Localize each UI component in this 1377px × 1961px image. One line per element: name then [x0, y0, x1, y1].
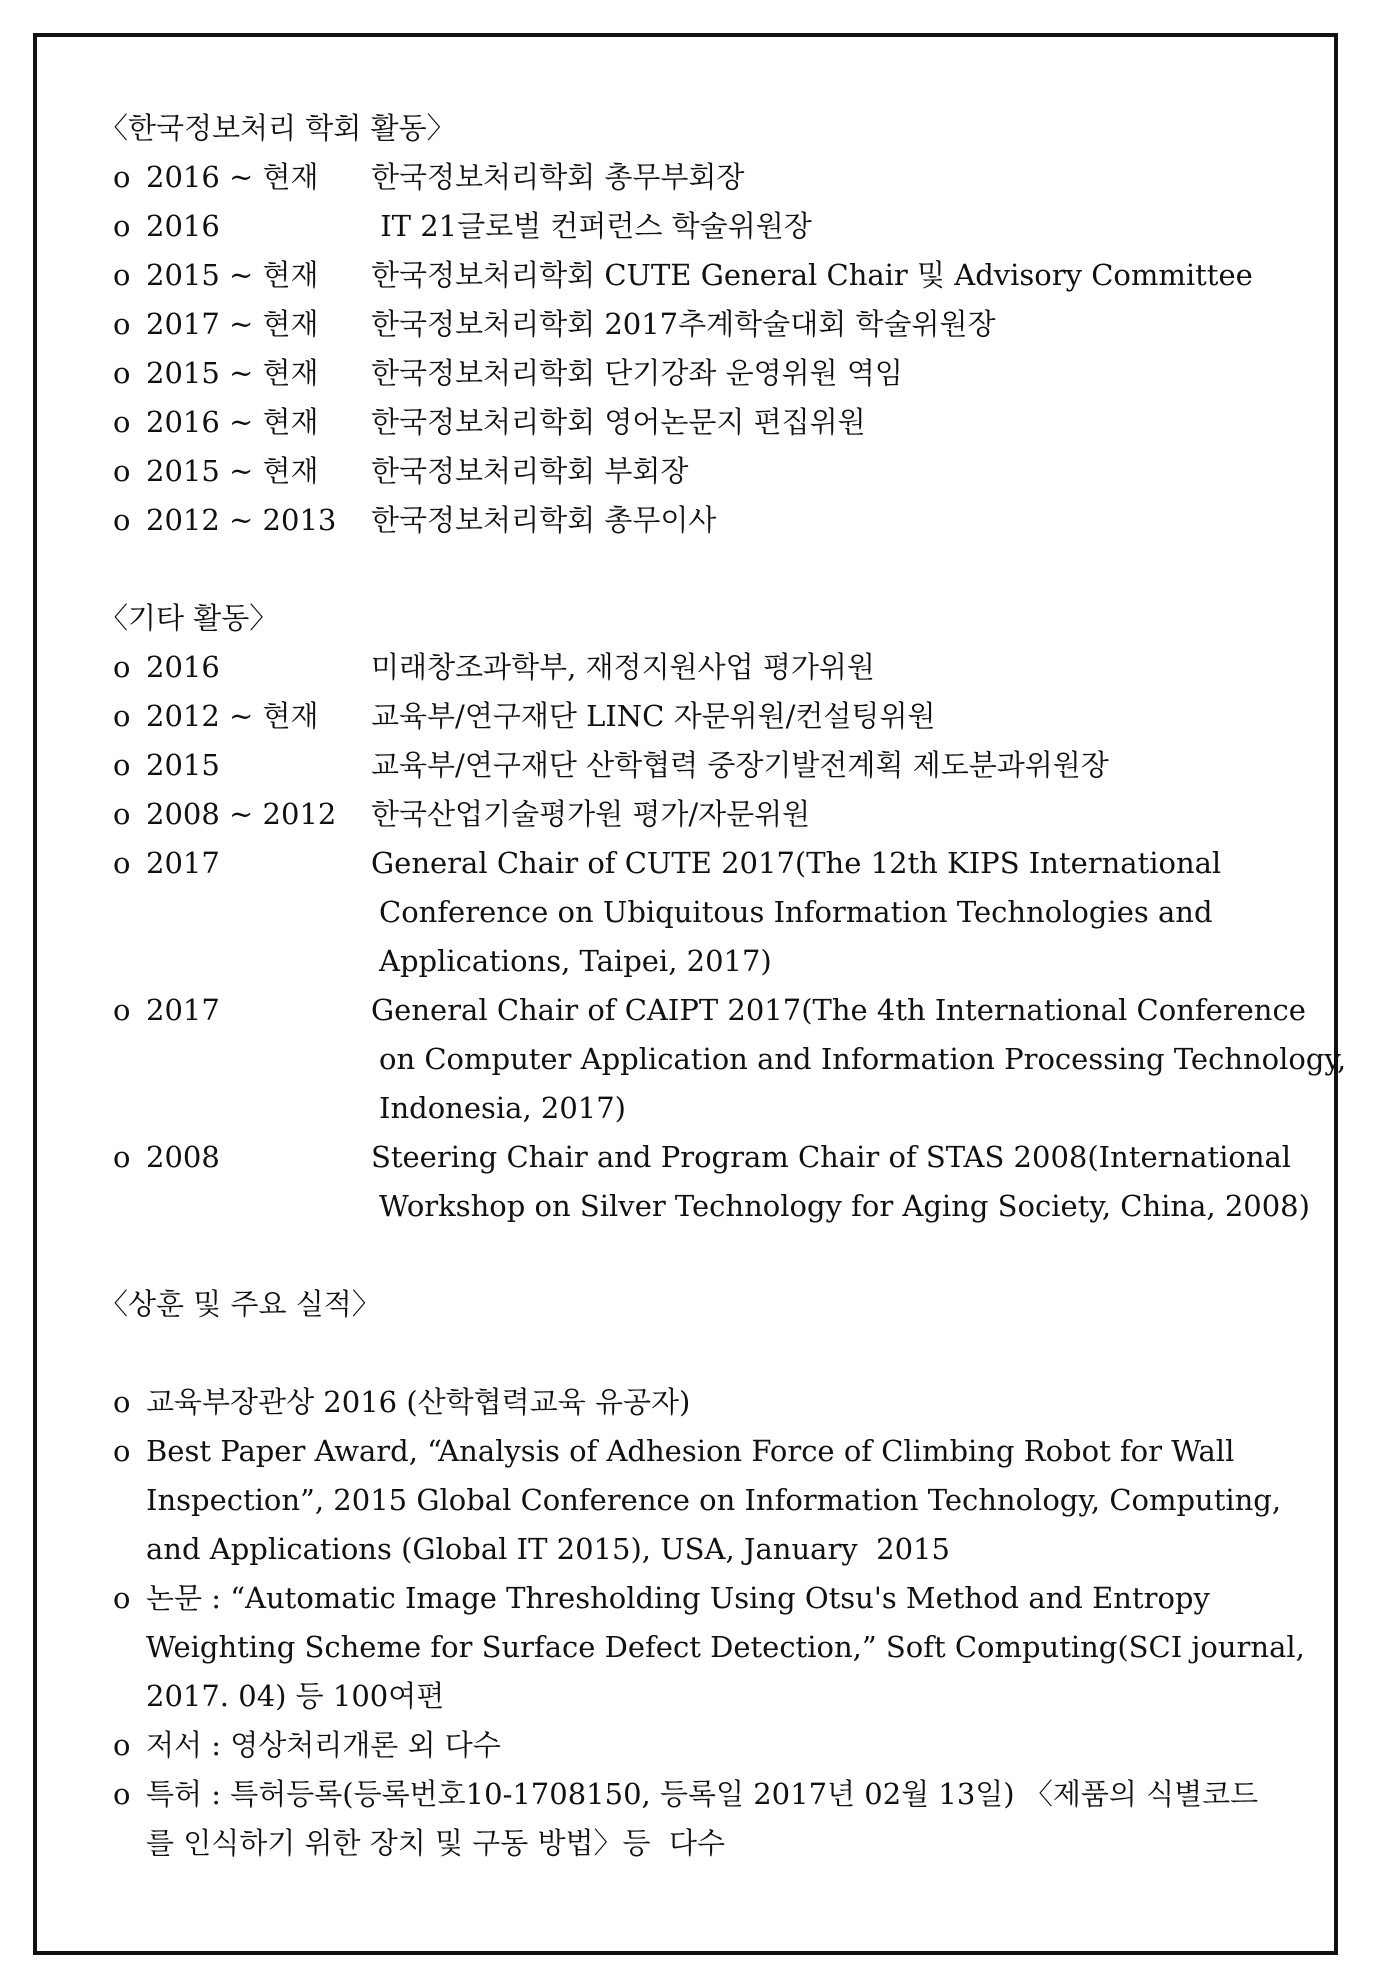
item-year: 2016 — [146, 650, 220, 684]
item-text-line: 를 인식하기 위한 장치 및 구동 방법〉등 다수 — [146, 1826, 725, 1860]
item-year: 2016 ~ 현재 — [146, 405, 319, 439]
bullet-marker: o — [113, 209, 131, 243]
item-text-line: Steering Chair and Program Chair of STAS 2008(International — [371, 1140, 1292, 1174]
list-item — [99, 1427, 1299, 1574]
list-item — [99, 447, 1299, 496]
list-item — [99, 1133, 1310, 1231]
item-text — [146, 1721, 1299, 1770]
item-text: 한국정보처리학회 2017추계학술대회 학술위원장 — [371, 307, 996, 341]
item-text-line: General Chair of CUTE 2017(The 12th KIPS International — [371, 846, 1222, 880]
list-item — [99, 692, 1299, 741]
item-year: 2015 — [146, 748, 220, 782]
item-text-line: 특허 : 특허등록(등록번호10-1708150, 등록일 2017년 02월 13일) 〈제품의 식별코드 — [146, 1777, 1259, 1811]
item-text — [371, 692, 1299, 741]
list-item — [99, 496, 1299, 545]
item-year: 2008 ~ 2012 — [146, 797, 337, 831]
list-item — [99, 202, 1299, 251]
list-item — [99, 1721, 1299, 1770]
bullet-marker: o — [113, 405, 131, 439]
list-item — [99, 251, 1299, 300]
awards-list — [99, 1378, 1305, 1868]
bullet-marker: o — [113, 846, 131, 880]
item-year: 2015 ~ 현재 — [146, 356, 319, 390]
item-text-line: 논문 : “Automatic Image Thresholding Using Otsu's Method and Entropy — [146, 1581, 1210, 1615]
document-body — [99, 104, 1347, 1868]
item-text — [371, 986, 1346, 1133]
item-text-line: 미래창조과학부, 재정지원사업 평가위원 — [371, 650, 875, 684]
bullet-marker: o — [113, 503, 131, 537]
item-text-line: Best Paper Award, “Analysis of Adhesion Force of Climbing Robot for Wall — [146, 1434, 1235, 1468]
item-text-line: General Chair of CAIPT 2017(The 4th International Conference — [371, 993, 1306, 1027]
other-activity-list — [99, 643, 1347, 1231]
item-text — [371, 1133, 1310, 1231]
item-text-line: 교육부/연구재단 산학협력 중장기발전계획 제도분과위원장 — [371, 748, 1109, 782]
bullet-marker: o — [113, 1728, 131, 1762]
list-item — [99, 986, 1347, 1133]
list-item — [99, 153, 1299, 202]
item-year: 2016 ~ 현재 — [146, 160, 319, 194]
item-text-line: Workshop on Silver Technology for Aging Society, China, 2008) — [379, 1189, 1310, 1223]
section-title-awards: 〈상훈 및 주요 실적〉 — [99, 1287, 381, 1321]
bullet-marker: o — [113, 1385, 131, 1419]
list-item — [99, 1770, 1299, 1868]
item-text — [146, 1770, 1299, 1868]
item-text — [146, 1427, 1299, 1574]
bullet-marker: o — [113, 797, 131, 831]
list-item — [99, 349, 1299, 398]
item-text-line: and Applications (Global IT 2015), USA, January 2015 — [146, 1532, 950, 1566]
bullet-marker: o — [113, 160, 131, 194]
list-item — [99, 839, 1299, 986]
bullet-marker: o — [113, 699, 131, 733]
bullet-marker: o — [113, 1581, 131, 1615]
section-title-other: 〈기타 활동〉 — [99, 601, 279, 635]
bullet-marker: o — [113, 1434, 131, 1468]
bullet-marker: o — [113, 356, 131, 390]
list-item — [99, 1574, 1305, 1721]
item-text — [371, 643, 1299, 692]
list-item — [99, 741, 1299, 790]
item-text-line: 저서 : 영상처리개론 외 다수 — [146, 1728, 501, 1762]
item-text: 한국정보처리학회 총무부회장 — [371, 160, 745, 194]
item-text-line: Indonesia, 2017) — [379, 1091, 626, 1125]
section-spacer — [99, 1329, 1299, 1378]
bullet-marker: o — [113, 454, 131, 488]
bullet-marker: o — [113, 307, 131, 341]
item-text — [146, 1378, 1299, 1427]
item-text: 한국정보처리학회 총무이사 — [371, 503, 717, 537]
item-text: 한국정보처리학회 단기강좌 운영위원 역임 — [371, 356, 903, 390]
bullet-marker: o — [113, 993, 131, 1027]
kips-activity-list — [99, 153, 1299, 545]
item-text: 한국정보처리학회 부회장 — [371, 454, 689, 488]
item-year: 2015 ~ 현재 — [146, 258, 319, 292]
bullet-marker: o — [113, 650, 131, 684]
item-text — [371, 741, 1299, 790]
list-item — [99, 398, 1299, 447]
item-text-line: Weighting Scheme for Surface Defect Detection,” Soft Computing(SCI journal, — [146, 1630, 1305, 1664]
item-text-line: Inspection”, 2015 Global Conference on Information Technology, Computing, — [146, 1483, 1282, 1517]
item-text: IT 21글로벌 컨퍼런스 학술위원장 — [371, 209, 812, 243]
item-year: 2012 ~ 2013 — [146, 503, 337, 537]
item-year: 2016 — [146, 209, 220, 243]
item-year: 2012 ~ 현재 — [146, 699, 319, 733]
item-text — [371, 839, 1299, 986]
item-text-line: on Computer Application and Information Processing Technology, — [379, 1042, 1347, 1076]
item-text — [371, 790, 1299, 839]
bullet-marker: o — [113, 258, 131, 292]
list-item — [99, 1378, 1299, 1427]
item-text-line: 2017. 04) 등 100여편 — [146, 1679, 445, 1713]
list-item — [99, 300, 1299, 349]
bullet-marker: o — [113, 1777, 131, 1811]
item-text-line: 교육부/연구재단 LINC 자문위원/컨설팅위원 — [371, 699, 936, 733]
item-year: 2017 ~ 현재 — [146, 307, 319, 341]
bullet-marker: o — [113, 1140, 131, 1174]
bullet-marker: o — [113, 748, 131, 782]
list-item — [99, 643, 1299, 692]
item-text: 한국정보처리학회 CUTE General Chair 및 Advisory Committee — [371, 258, 1253, 292]
item-year: 2015 ~ 현재 — [146, 454, 319, 488]
item-year: 2017 — [146, 846, 220, 880]
item-text-line: 한국산업기술평가원 평가/자문위원 — [371, 797, 811, 831]
section-spacer — [99, 1231, 1299, 1280]
section-title-kips: 〈한국정보처리 학회 활동〉 — [99, 111, 456, 145]
item-text-line: Applications, Taipei, 2017) — [379, 944, 772, 978]
item-year: 2017 — [146, 993, 220, 1027]
list-item — [99, 790, 1299, 839]
item-text — [146, 1574, 1305, 1721]
section-spacer — [99, 545, 1299, 594]
item-year: 2008 — [146, 1140, 220, 1174]
item-text-line: Conference on Ubiquitous Information Technologies and — [379, 895, 1213, 929]
item-text-line: 교육부장관상 2016 (산학협력교육 유공자) — [146, 1385, 691, 1419]
item-text: 한국정보처리학회 영어논문지 편집위원 — [371, 405, 866, 439]
